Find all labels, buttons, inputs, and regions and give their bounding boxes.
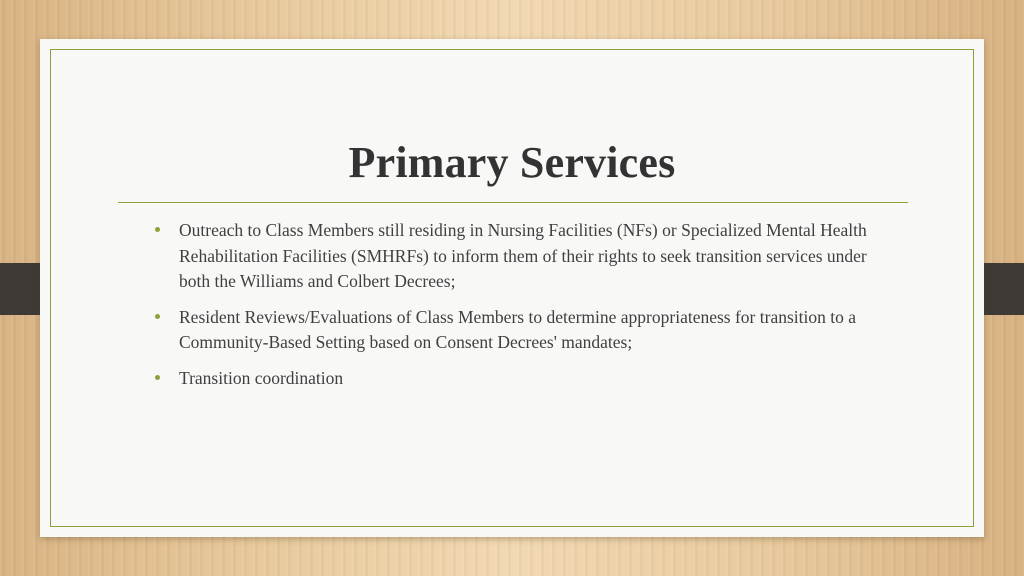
- title-divider: [118, 202, 908, 203]
- bullet-item-transition-coordination: [155, 366, 875, 392]
- bullet-list: [155, 218, 875, 401]
- bullet-dot-icon: [155, 314, 160, 319]
- bullet-dot-icon: [155, 375, 160, 380]
- bullet-item-resident-reviews: [155, 305, 875, 356]
- bullet-item-outreach: [155, 218, 875, 295]
- bullet-dot-icon: [155, 227, 160, 232]
- bullet-text: Transition coordination: [179, 367, 344, 388]
- bullet-text: Resident Reviews/Evaluations of Class Members to determine appropriateness for transition to a Community-Based Setting based on Consent Decrees' mandates;: [179, 306, 856, 352]
- slide-card: [40, 39, 984, 537]
- bullet-text: Outreach to Class Members still residing in Nursing Facilities (NFs) or Specialized Mental Health Rehabilitation Facilities (SMHRFs) to inform them of their rights to seek transition services under both the Williams and Colbert Decrees;: [179, 220, 867, 291]
- slide-title: Primary Services: [348, 138, 676, 187]
